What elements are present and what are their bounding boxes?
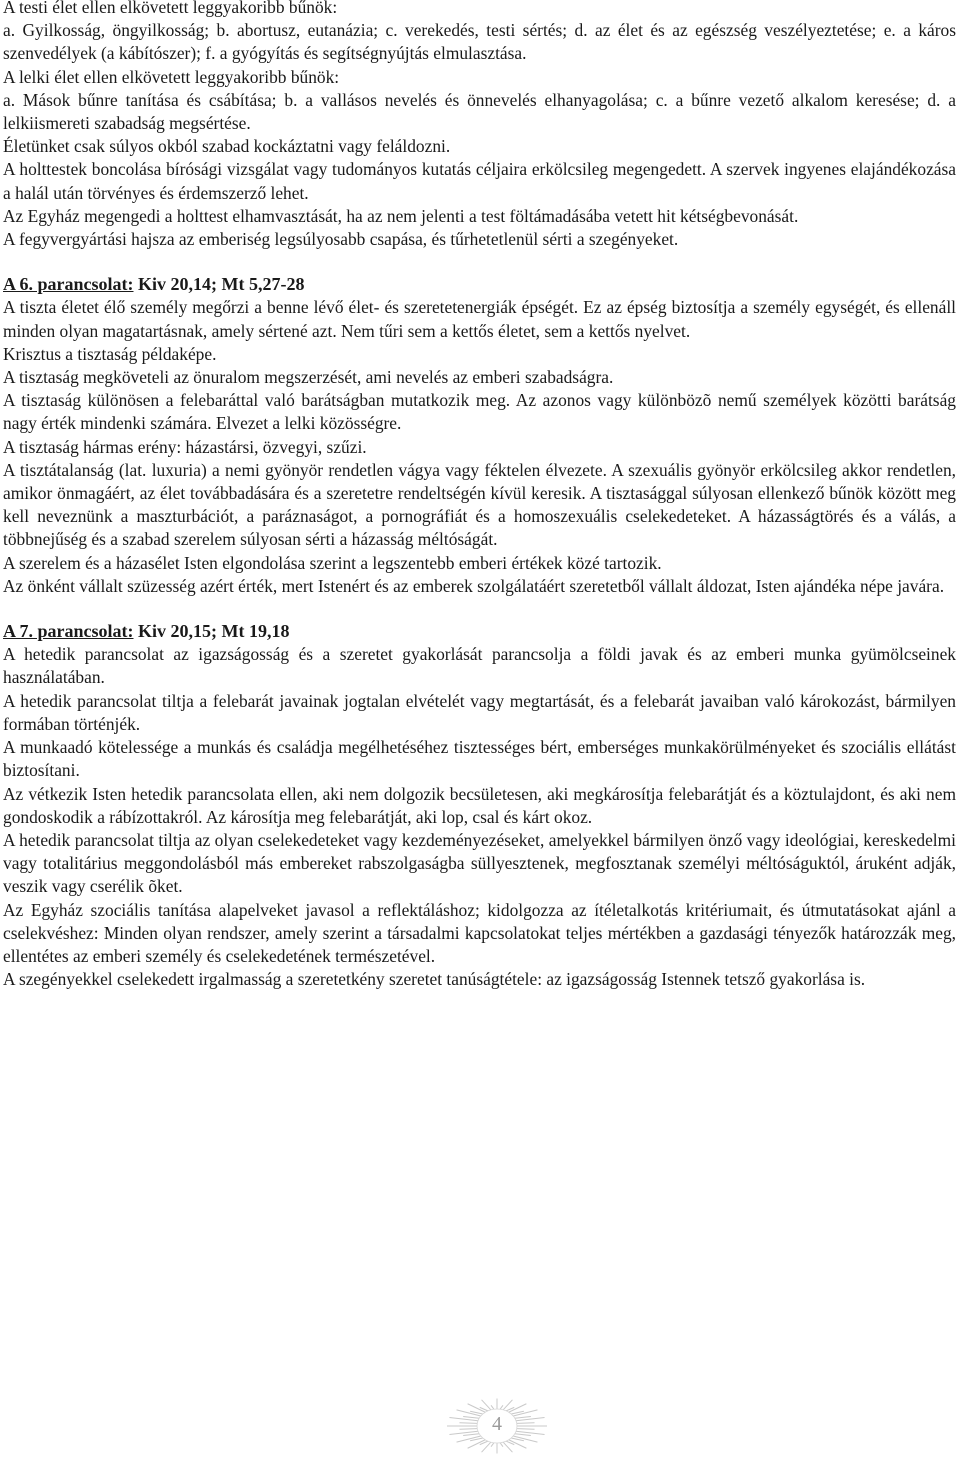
document-body [3, 0, 956, 991]
ornament-ray [500, 1405, 503, 1409]
section-6-paragraph: Krisztus a tisztaság példaképe. [3, 343, 217, 364]
body-sins-list-1: a. Gyilkosság, öngyilkosság; b. abortusz, eutanázia; c. verekedés, testi sértés; d. az élet és az egészség veszélyeztetése; e. a káros szenvedélyek (a kábítószer); f. a gyógyítás és segítségnyújtás elmulasztása. [3, 20, 956, 64]
body-paragraph: Az Egyház megengedi a holttest elhamvasztását, ha az nem jelenti a test föltámadásába vetett hit kétségbevonását. [3, 205, 799, 226]
section-6-heading [3, 273, 956, 296]
section-6-paragraph: Az önként vállalt szüzesség azért érték, mert Istenért és az emberek szolgálatáért szeretetből vállalt áldozat, Isten ajándéka népe javára. [3, 575, 945, 596]
section-7-paragraph: A hetedik parancsolat tiltja az olyan cselekedeteket vagy kezdeményezéseket, amelyekkel bármilyen önző vagy ideológiai, kereskedelmi vagy totalitárius meggondolásból más embereket rabszolgaságba süllyesztenek, megfosztanak személyi méltóságuktól, áruként adják, veszik vagy cserélik õket. [3, 829, 956, 897]
body-sins-heading-2: A lelki élet ellen elkövetett leggyakoribb bűnök: [3, 66, 340, 87]
ornament-ray [491, 1405, 494, 1409]
section-7-paragraph: Az vétkezik Isten hetedik parancsolata ellen, aki nem dolgozik becsületesen, aki megkárosítja felebarátját és a köztulajdont, és aki nem gondoskodik a rábízottakról. Az károsítja meg felebarátját, aki lop, csal és kárt okoz. [3, 783, 956, 827]
section-7-paragraph: A munkaadó kötelessége a munkás és családja megélhetéséhez tisztességes bért, emberséges munkakörülményeket és szociális ellátást biztosítani. [3, 737, 956, 781]
body-sins-list-2: a. Mások bűnre tanítása és csábítása; b. a vallásos nevelés és önnevelés elhanyagolása; c. a bűnre vezető alkalom keresése; d. a lelkiismereti szabadság megsértése. [3, 89, 956, 134]
page-footer [442, 1396, 552, 1456]
body-sins-heading-1: A testi élet ellen elkövetett leggyakoribb bűnök: [3, 0, 338, 17]
ornament-ray [491, 1443, 494, 1447]
section-7-paragraph: A hetedik parancsolat tiltja a felebarát javainak jogtalan elvételét vagy megtartását, és a felebarát javaiban való károkozást, bármilyen formában történjék. [3, 690, 956, 734]
section-7-paragraph: A szegényekkel cselekedett irgalmasság a szeretetkény szeretet tanúságtétele: az igazságosság Istennek tetsző gyakorlása is. [3, 969, 866, 990]
body-paragraph: Életünket csak súlyos okból szabad kockáztatni vagy feláldozni. [3, 136, 451, 157]
section-6-heading-label: A 6. parancsolat: [3, 274, 134, 295]
section-7-heading [3, 620, 956, 643]
section-6-paragraph: A tisztaság megköveteli az önuralom megszerzését, ami nevelés az emberi szabadságra. [3, 367, 614, 388]
section-6-paragraph: A tiszta életet élő személy megőrzi a benne lévő élet- és szeretetenergiák épségét. Ez az épség biztosítja a személy egységét, és ellenáll minden olyan magatartásnak, amely sértené azt. Nem tűri sem a kettős életet, sem a kettős nyelvet. [3, 297, 956, 341]
section-7-paragraph: Az Egyház szociális tanítása alapelveket javasol a reflektáláshoz; kidolgozza az ítéletalkotás kritériumait, és útmutatásokat ajánl a cselekvéshez: Minden olyan rendszer, amely szerint a társadalmi kapcsolatokat teljes mértékben a gazdasági tényezők határozzák meg, ellentétes az emberi személy és cselekedetének természetével. [3, 899, 956, 966]
section-7-paragraph: A hetedik parancsolat az igazságosság és a szeretet gyakorlását parancsolja a földi javak és az emberi munka gyümölcseinek használatában. [3, 644, 956, 688]
section-7-heading-label: A 7. parancsolat: [3, 621, 134, 642]
ornament-ray [500, 1443, 503, 1447]
section-6-heading-refs: Kiv 20,14; Mt 5,27-28 [133, 274, 305, 295]
section-6-paragraph: A szerelem és a házasélet Isten elgondolása szerint a legszentebb emberi értékek közé tartozik. [3, 552, 662, 573]
section-7-heading-refs: Kiv 20,15; Mt 19,18 [133, 621, 290, 642]
section-6-paragraph: A tisztaság hármas erény: házastársi, özvegyi, szűzi. [3, 436, 367, 457]
body-paragraph: A holttestek boncolása bírósági vizsgálat vagy tudományos kutatás céljaira erkölcsileg megengedett. A szervek ingyenes elajándékozása a halál után törvényes és érdemszerző lehet. [3, 159, 956, 203]
page-number: 4 [492, 1413, 502, 1435]
section-6-paragraph: A tisztátalanság (lat. luxuria) a nemi gyönyör rendetlen vágya vagy féktelen élvezete. A szexuális gyönyör erkölcsileg akkor rendetlen, amikor önmagáért, az élet továbbadására és a szeretetre rendeltségén kívül keresik. A tisztasággal súlyosan ellenkező bűnök között meg kell neveznünk a maszturbációt, a paráznaságot, a pornográfiát és a homoszexuális cselekedeteket. A házasságtörés és a válás, a többnejűség és a szabad szerelem súlyosan sérti a házasság méltóságát. [3, 459, 956, 550]
section-6-paragraph: A tisztaság különösen a felebaráttal való barátságban mutatkozik meg. Az azonos vagy különbözõ nemű személyek közötti barátság nagy érték mindenki számára. Elvezet a lelki közösségre. [3, 390, 956, 434]
body-paragraph: A fegyvergyártási hajsza az emberiség legsúlyosabb csapása, és tűrhetetlenül sérti a szegényeket. [3, 229, 679, 250]
